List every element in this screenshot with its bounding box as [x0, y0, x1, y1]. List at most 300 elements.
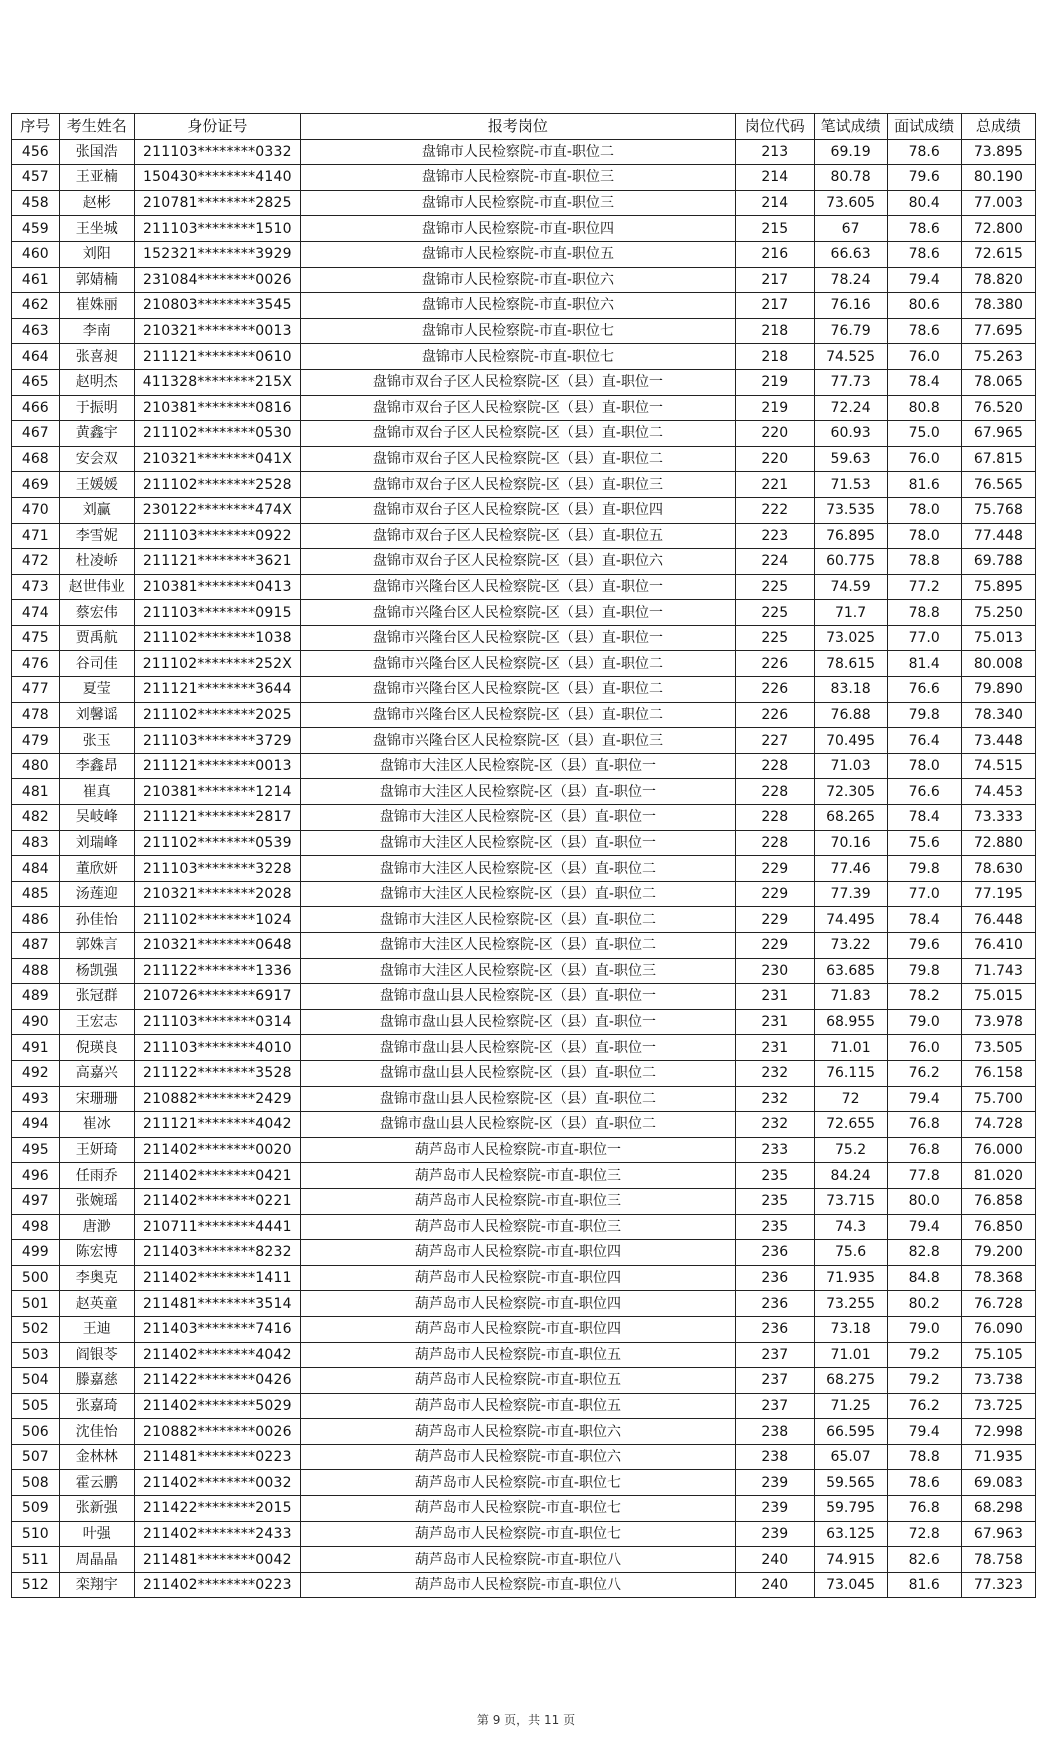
- cell-code: 235: [735, 1214, 814, 1240]
- cell-total: 67.815: [961, 446, 1035, 472]
- cell-name: 叶强: [59, 1521, 134, 1547]
- cell-seq: 489: [12, 984, 60, 1010]
- cell-code: 217: [735, 267, 814, 293]
- table-row: [12, 293, 1036, 319]
- cell-interview: 79.0: [887, 1316, 961, 1342]
- cell-total: 76.000: [961, 1137, 1035, 1163]
- cell-total: 79.890: [961, 677, 1035, 703]
- cell-name: 高嘉兴: [59, 1060, 134, 1086]
- cell-interview: 82.8: [887, 1240, 961, 1266]
- cell-id: 211121********4042: [134, 1112, 300, 1138]
- cell-name: 唐渺: [59, 1214, 134, 1240]
- cell-seq: 499: [12, 1240, 60, 1266]
- cell-total: 76.858: [961, 1188, 1035, 1214]
- table-row: [12, 1035, 1036, 1061]
- cell-code: 214: [735, 165, 814, 191]
- cell-id: 211403********7416: [134, 1316, 300, 1342]
- cell-total: 69.788: [961, 549, 1035, 575]
- cell-id: 210803********3545: [134, 293, 300, 319]
- cell-name: 张国浩: [59, 139, 134, 165]
- cell-id: 210321********0648: [134, 933, 300, 959]
- cell-post: 盘锦市大洼区人民检察院-区（县）直-职位一: [300, 779, 735, 805]
- cell-post: 葫芦岛市人民检察院-市直-职位五: [300, 1342, 735, 1368]
- score-sheet: [11, 113, 1036, 1598]
- cell-name: 阎银苓: [59, 1342, 134, 1368]
- cell-total: 75.263: [961, 344, 1035, 370]
- cell-seq: 466: [12, 395, 60, 421]
- cell-post: 盘锦市盘山县人民检察院-区（县）直-职位二: [300, 1112, 735, 1138]
- cell-seq: 459: [12, 216, 60, 242]
- cell-code: 232: [735, 1112, 814, 1138]
- cell-id: 211402********4042: [134, 1342, 300, 1368]
- table-row: [12, 1342, 1036, 1368]
- cell-id: 211102********2528: [134, 472, 300, 498]
- cell-written: 60.93: [814, 421, 887, 447]
- cell-name: 王坐城: [59, 216, 134, 242]
- table-row: [12, 1265, 1036, 1291]
- cell-seq: 496: [12, 1163, 60, 1189]
- header-code: 岗位代码: [735, 114, 814, 140]
- cell-id: 211402********0223: [134, 1572, 300, 1598]
- cell-post: 盘锦市盘山县人民检察院-区（县）直-职位二: [300, 1086, 735, 1112]
- table-row: [12, 421, 1036, 447]
- cell-name: 刘馨谣: [59, 702, 134, 728]
- cell-id: 211422********2015: [134, 1496, 300, 1522]
- table-row: [12, 241, 1036, 267]
- cell-id: 210882********2429: [134, 1086, 300, 1112]
- cell-id: 211403********8232: [134, 1240, 300, 1266]
- cell-interview: 79.4: [887, 1086, 961, 1112]
- cell-written: 73.045: [814, 1572, 887, 1598]
- cell-post: 葫芦岛市人民检察院-市直-职位六: [300, 1444, 735, 1470]
- cell-written: 74.495: [814, 907, 887, 933]
- cell-id: 211103********0332: [134, 139, 300, 165]
- cell-post: 盘锦市人民检察院-市直-职位三: [300, 190, 735, 216]
- cell-name: 王妍琦: [59, 1137, 134, 1163]
- cell-seq: 492: [12, 1060, 60, 1086]
- cell-total: 75.250: [961, 600, 1035, 626]
- cell-post: 盘锦市人民检察院-市直-职位六: [300, 293, 735, 319]
- cell-interview: 78.2: [887, 984, 961, 1010]
- page-footer: 第 9 页，共 11 页: [476, 1713, 576, 1727]
- cell-seq: 458: [12, 190, 60, 216]
- cell-id: 211103********4010: [134, 1035, 300, 1061]
- cell-written: 72.655: [814, 1112, 887, 1138]
- table-row: [12, 497, 1036, 523]
- cell-interview: 81.6: [887, 1572, 961, 1598]
- cell-code: 240: [735, 1547, 814, 1573]
- cell-written: 75.6: [814, 1240, 887, 1266]
- cell-code: 231: [735, 1035, 814, 1061]
- cell-id: 211121********2817: [134, 805, 300, 831]
- cell-code: 221: [735, 472, 814, 498]
- cell-interview: 78.4: [887, 369, 961, 395]
- cell-total: 73.505: [961, 1035, 1035, 1061]
- cell-written: 72: [814, 1086, 887, 1112]
- cell-id: 211103********0915: [134, 600, 300, 626]
- table-row: [12, 190, 1036, 216]
- cell-seq: 504: [12, 1368, 60, 1394]
- cell-id: 211402********2433: [134, 1521, 300, 1547]
- cell-name: 赵世伟业: [59, 574, 134, 600]
- cell-written: 63.125: [814, 1521, 887, 1547]
- cell-seq: 512: [12, 1572, 60, 1598]
- cell-name: 赵英童: [59, 1291, 134, 1317]
- cell-id: 211481********0042: [134, 1547, 300, 1573]
- table-row: [12, 1060, 1036, 1086]
- cell-name: 安会双: [59, 446, 134, 472]
- cell-code: 223: [735, 523, 814, 549]
- cell-code: 233: [735, 1137, 814, 1163]
- cell-id: 211402********1411: [134, 1265, 300, 1291]
- cell-interview: 79.4: [887, 1419, 961, 1445]
- cell-interview: 72.8: [887, 1521, 961, 1547]
- cell-id: 210321********041X: [134, 446, 300, 472]
- cell-name: 李南: [59, 318, 134, 344]
- cell-interview: 80.4: [887, 190, 961, 216]
- cell-written: 84.24: [814, 1163, 887, 1189]
- cell-id: 152321********3929: [134, 241, 300, 267]
- cell-post: 葫芦岛市人民检察院-市直-职位七: [300, 1521, 735, 1547]
- cell-written: 74.525: [814, 344, 887, 370]
- cell-id: 211121********3621: [134, 549, 300, 575]
- table-row: [12, 1547, 1036, 1573]
- cell-seq: 487: [12, 933, 60, 959]
- cell-interview: 78.0: [887, 753, 961, 779]
- table-row: [12, 395, 1036, 421]
- cell-total: 75.895: [961, 574, 1035, 600]
- cell-seq: 498: [12, 1214, 60, 1240]
- table-row: [12, 1188, 1036, 1214]
- cell-id: 150430********4140: [134, 165, 300, 191]
- cell-seq: 494: [12, 1112, 60, 1138]
- table-header-row: [12, 114, 1036, 140]
- cell-code: 231: [735, 984, 814, 1010]
- cell-seq: 481: [12, 779, 60, 805]
- cell-total: 78.065: [961, 369, 1035, 395]
- cell-id: 211402********0020: [134, 1137, 300, 1163]
- cell-written: 68.955: [814, 1009, 887, 1035]
- cell-name: 沈佳怡: [59, 1419, 134, 1445]
- cell-code: 227: [735, 728, 814, 754]
- cell-name: 吴岐峰: [59, 805, 134, 831]
- cell-id: 211102********252X: [134, 651, 300, 677]
- cell-id: 211122********1336: [134, 958, 300, 984]
- cell-post: 葫芦岛市人民检察院-市直-职位七: [300, 1470, 735, 1496]
- cell-interview: 81.4: [887, 651, 961, 677]
- cell-name: 王亚楠: [59, 165, 134, 191]
- cell-interview: 76.0: [887, 1035, 961, 1061]
- cell-seq: 473: [12, 574, 60, 600]
- cell-post: 盘锦市双台子区人民检察院-区（县）直-职位二: [300, 446, 735, 472]
- header-post: 报考岗位: [300, 114, 735, 140]
- cell-name: 滕嘉慈: [59, 1368, 134, 1394]
- cell-interview: 75.6: [887, 830, 961, 856]
- cell-post: 葫芦岛市人民检察院-市直-职位三: [300, 1163, 735, 1189]
- cell-interview: 78.6: [887, 241, 961, 267]
- table-row: [12, 651, 1036, 677]
- cell-code: 220: [735, 421, 814, 447]
- table-row: [12, 1496, 1036, 1522]
- cell-id: 210381********0816: [134, 395, 300, 421]
- table-row: [12, 1112, 1036, 1138]
- cell-id: 211103********0314: [134, 1009, 300, 1035]
- cell-written: 72.305: [814, 779, 887, 805]
- cell-id: 211103********3228: [134, 856, 300, 882]
- cell-seq: 456: [12, 139, 60, 165]
- cell-total: 76.520: [961, 395, 1035, 421]
- cell-seq: 474: [12, 600, 60, 626]
- cell-code: 219: [735, 369, 814, 395]
- cell-name: 张喜昶: [59, 344, 134, 370]
- table-row: [12, 625, 1036, 651]
- table-row: [12, 933, 1036, 959]
- cell-post: 盘锦市大洼区人民检察院-区（县）直-职位一: [300, 805, 735, 831]
- cell-name: 杜凌峤: [59, 549, 134, 575]
- cell-seq: 464: [12, 344, 60, 370]
- cell-id: 211422********0426: [134, 1368, 300, 1394]
- cell-written: 73.025: [814, 625, 887, 651]
- cell-code: 236: [735, 1291, 814, 1317]
- cell-interview: 76.2: [887, 1060, 961, 1086]
- cell-post: 葫芦岛市人民检察院-市直-职位三: [300, 1214, 735, 1240]
- cell-name: 金林林: [59, 1444, 134, 1470]
- cell-interview: 77.8: [887, 1163, 961, 1189]
- cell-post: 葫芦岛市人民检察院-市直-职位四: [300, 1265, 735, 1291]
- table-row: [12, 574, 1036, 600]
- cell-code: 236: [735, 1316, 814, 1342]
- cell-code: 232: [735, 1060, 814, 1086]
- cell-post: 盘锦市大洼区人民检察院-区（县）直-职位二: [300, 856, 735, 882]
- cell-total: 77.003: [961, 190, 1035, 216]
- cell-written: 66.63: [814, 241, 887, 267]
- cell-post: 盘锦市盘山县人民检察院-区（县）直-职位一: [300, 1009, 735, 1035]
- cell-total: 72.998: [961, 1419, 1035, 1445]
- header-interview: 面试成绩: [887, 114, 961, 140]
- cell-total: 71.935: [961, 1444, 1035, 1470]
- cell-total: 73.738: [961, 1368, 1035, 1394]
- cell-seq: 488: [12, 958, 60, 984]
- cell-written: 77.39: [814, 881, 887, 907]
- cell-seq: 506: [12, 1419, 60, 1445]
- cell-total: 75.013: [961, 625, 1035, 651]
- cell-interview: 79.2: [887, 1342, 961, 1368]
- cell-written: 71.25: [814, 1393, 887, 1419]
- cell-written: 77.73: [814, 369, 887, 395]
- cell-name: 张玉: [59, 728, 134, 754]
- cell-post: 盘锦市大洼区人民检察院-区（县）直-职位二: [300, 907, 735, 933]
- table-row: [12, 1240, 1036, 1266]
- cell-written: 76.79: [814, 318, 887, 344]
- cell-written: 71.935: [814, 1265, 887, 1291]
- cell-interview: 78.6: [887, 139, 961, 165]
- cell-seq: 460: [12, 241, 60, 267]
- cell-total: 72.800: [961, 216, 1035, 242]
- cell-total: 76.090: [961, 1316, 1035, 1342]
- cell-post: 葫芦岛市人民检察院-市直-职位四: [300, 1240, 735, 1266]
- cell-interview: 77.0: [887, 625, 961, 651]
- cell-code: 229: [735, 881, 814, 907]
- cell-id: 211402********0221: [134, 1188, 300, 1214]
- table-row: [12, 753, 1036, 779]
- cell-post: 盘锦市人民检察院-市直-职位三: [300, 165, 735, 191]
- cell-code: 220: [735, 446, 814, 472]
- cell-post: 盘锦市兴隆台区人民检察院-区（县）直-职位二: [300, 651, 735, 677]
- table-row: [12, 1393, 1036, 1419]
- cell-post: 盘锦市双台子区人民检察院-区（县）直-职位四: [300, 497, 735, 523]
- cell-interview: 78.4: [887, 907, 961, 933]
- cell-name: 蔡宏伟: [59, 600, 134, 626]
- cell-name: 崔真: [59, 779, 134, 805]
- cell-post: 葫芦岛市人民检察院-市直-职位五: [300, 1393, 735, 1419]
- cell-seq: 471: [12, 523, 60, 549]
- cell-name: 李奥克: [59, 1265, 134, 1291]
- cell-code: 235: [735, 1163, 814, 1189]
- cell-total: 71.743: [961, 958, 1035, 984]
- cell-code: 231: [735, 1009, 814, 1035]
- table-row: [12, 805, 1036, 831]
- cell-written: 60.775: [814, 549, 887, 575]
- cell-code: 228: [735, 830, 814, 856]
- cell-code: 238: [735, 1419, 814, 1445]
- cell-code: 225: [735, 574, 814, 600]
- cell-id: 231084********0026: [134, 267, 300, 293]
- cell-interview: 80.2: [887, 1291, 961, 1317]
- cell-name: 郭姝言: [59, 933, 134, 959]
- cell-interview: 78.8: [887, 600, 961, 626]
- cell-interview: 78.8: [887, 1444, 961, 1470]
- cell-post: 盘锦市大洼区人民检察院-区（县）直-职位二: [300, 933, 735, 959]
- cell-total: 73.725: [961, 1393, 1035, 1419]
- cell-code: 224: [735, 549, 814, 575]
- cell-id: 230122********474X: [134, 497, 300, 523]
- cell-total: 77.695: [961, 318, 1035, 344]
- cell-total: 80.008: [961, 651, 1035, 677]
- cell-written: 73.255: [814, 1291, 887, 1317]
- cell-name: 孙佳怡: [59, 907, 134, 933]
- table-row: [12, 216, 1036, 242]
- cell-seq: 491: [12, 1035, 60, 1061]
- cell-code: 228: [735, 805, 814, 831]
- cell-id: 210711********4441: [134, 1214, 300, 1240]
- cell-code: 218: [735, 318, 814, 344]
- cell-total: 75.768: [961, 497, 1035, 523]
- cell-post: 葫芦岛市人民检察院-市直-职位四: [300, 1316, 735, 1342]
- cell-seq: 480: [12, 753, 60, 779]
- cell-seq: 475: [12, 625, 60, 651]
- cell-id: 211481********3514: [134, 1291, 300, 1317]
- cell-name: 崔冰: [59, 1112, 134, 1138]
- header-seq: 序号: [12, 114, 60, 140]
- cell-interview: 82.6: [887, 1547, 961, 1573]
- cell-interview: 77.0: [887, 881, 961, 907]
- cell-written: 75.2: [814, 1137, 887, 1163]
- cell-total: 76.565: [961, 472, 1035, 498]
- cell-post: 盘锦市人民检察院-市直-职位四: [300, 216, 735, 242]
- cell-post: 盘锦市大洼区人民检察院-区（县）直-职位一: [300, 753, 735, 779]
- cell-code: 214: [735, 190, 814, 216]
- cell-post: 葫芦岛市人民检察院-市直-职位七: [300, 1496, 735, 1522]
- cell-total: 75.700: [961, 1086, 1035, 1112]
- cell-name: 霍云鹏: [59, 1470, 134, 1496]
- cell-seq: 495: [12, 1137, 60, 1163]
- cell-written: 76.895: [814, 523, 887, 549]
- cell-written: 71.03: [814, 753, 887, 779]
- cell-name: 汤莲迎: [59, 881, 134, 907]
- header-written: 笔试成绩: [814, 114, 887, 140]
- cell-total: 79.200: [961, 1240, 1035, 1266]
- cell-written: 71.01: [814, 1342, 887, 1368]
- cell-seq: 468: [12, 446, 60, 472]
- cell-id: 211102********0530: [134, 421, 300, 447]
- cell-name: 王宏志: [59, 1009, 134, 1035]
- table-row: [12, 728, 1036, 754]
- table-row: [12, 523, 1036, 549]
- cell-id: 211102********2025: [134, 702, 300, 728]
- cell-id: 211122********3528: [134, 1060, 300, 1086]
- cell-written: 74.915: [814, 1547, 887, 1573]
- cell-post: 盘锦市人民检察院-市直-职位五: [300, 241, 735, 267]
- cell-post: 盘锦市双台子区人民检察院-区（县）直-职位五: [300, 523, 735, 549]
- cell-post: 盘锦市双台子区人民检察院-区（县）直-职位一: [300, 369, 735, 395]
- cell-written: 70.495: [814, 728, 887, 754]
- header-total: 总成绩: [961, 114, 1035, 140]
- cell-name: 贾禹航: [59, 625, 134, 651]
- cell-name: 倪瑛良: [59, 1035, 134, 1061]
- cell-code: 226: [735, 702, 814, 728]
- cell-total: 76.728: [961, 1291, 1035, 1317]
- cell-total: 77.323: [961, 1572, 1035, 1598]
- cell-total: 75.015: [961, 984, 1035, 1010]
- cell-total: 76.850: [961, 1214, 1035, 1240]
- cell-code: 228: [735, 753, 814, 779]
- cell-post: 葫芦岛市人民检察院-市直-职位八: [300, 1547, 735, 1573]
- table-row: [12, 1444, 1036, 1470]
- cell-interview: 76.8: [887, 1496, 961, 1522]
- table-row: [12, 369, 1036, 395]
- cell-code: 237: [735, 1368, 814, 1394]
- cell-code: 239: [735, 1470, 814, 1496]
- cell-total: 78.340: [961, 702, 1035, 728]
- cell-seq: 510: [12, 1521, 60, 1547]
- cell-code: 228: [735, 779, 814, 805]
- cell-seq: 497: [12, 1188, 60, 1214]
- cell-seq: 501: [12, 1291, 60, 1317]
- cell-name: 赵明杰: [59, 369, 134, 395]
- cell-interview: 79.8: [887, 958, 961, 984]
- cell-total: 80.190: [961, 165, 1035, 191]
- cell-code: 239: [735, 1521, 814, 1547]
- cell-interview: 75.0: [887, 421, 961, 447]
- cell-seq: 508: [12, 1470, 60, 1496]
- cell-id: 211402********0421: [134, 1163, 300, 1189]
- cell-written: 74.59: [814, 574, 887, 600]
- cell-code: 225: [735, 600, 814, 626]
- cell-total: 74.728: [961, 1112, 1035, 1138]
- cell-name: 夏莹: [59, 677, 134, 703]
- cell-total: 78.368: [961, 1265, 1035, 1291]
- cell-written: 78.24: [814, 267, 887, 293]
- cell-name: 崔姝丽: [59, 293, 134, 319]
- cell-written: 76.16: [814, 293, 887, 319]
- table-row: [12, 1521, 1036, 1547]
- cell-written: 71.53: [814, 472, 887, 498]
- cell-post: 盘锦市兴隆台区人民检察院-区（县）直-职位二: [300, 677, 735, 703]
- cell-written: 71.7: [814, 600, 887, 626]
- cell-id: 411328********215X: [134, 369, 300, 395]
- cell-name: 郭婧楠: [59, 267, 134, 293]
- cell-post: 盘锦市盘山县人民检察院-区（县）直-职位一: [300, 984, 735, 1010]
